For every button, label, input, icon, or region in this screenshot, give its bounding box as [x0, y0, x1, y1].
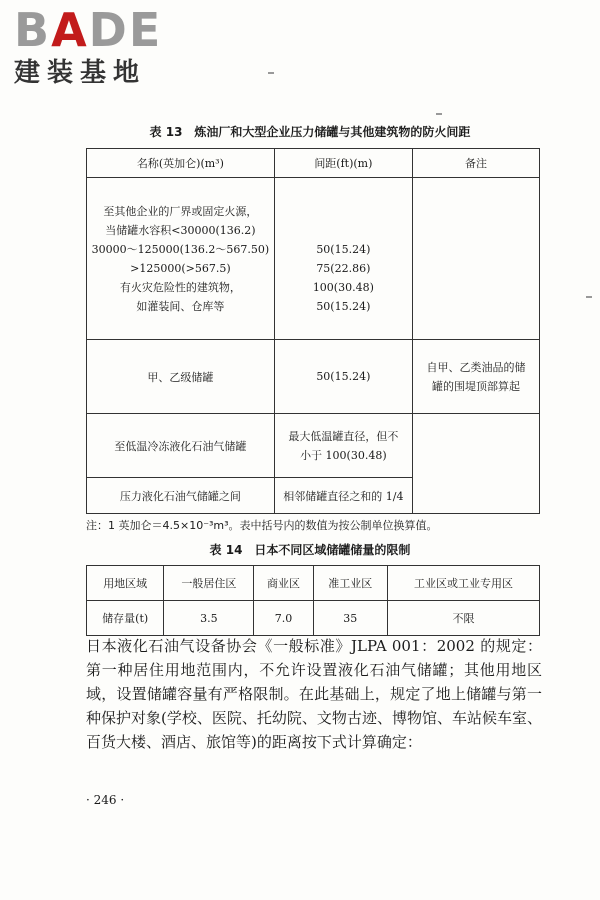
- header-cell: 间距(ft)(m): [274, 149, 412, 178]
- header-cell: 一般居住区: [164, 566, 254, 601]
- header-cell: 名称(英加仑)(m³): [87, 149, 275, 178]
- header-cell: 备注: [412, 149, 539, 178]
- header-cell: 用地区域: [87, 566, 164, 601]
- logo: [14, 3, 214, 90]
- header-cell: 工业区或工业专用区: [388, 566, 540, 601]
- logo-subtitle: 建装基地: [14, 58, 147, 88]
- row-label: 储存量(t): [87, 601, 164, 636]
- table-cell: 压力液化石油气储罐之间: [87, 478, 275, 514]
- table-cell: 3.5: [164, 601, 254, 636]
- table13-caption: 表 13 炼油厂和大型企业压力储罐与其他建筑物的防火间距: [149, 125, 471, 139]
- table-cell: [412, 178, 539, 340]
- scan-mark: [586, 296, 592, 298]
- scan-mark: [436, 113, 442, 115]
- header-cell: 商业区: [254, 566, 313, 601]
- table-cell: 至其他企业的厂界或固定火源， 当储罐水容积<30000(136.2) 30000～125000(136.2～567.50) >125000(>567.5) 有火灾危险性的建筑物， 如灌装间、仓库等: [87, 178, 275, 340]
- table-row: [87, 414, 540, 478]
- table-cell: 相邻储罐直径之和的 1/4: [274, 478, 412, 514]
- fire-spacing-table: [86, 148, 540, 514]
- table-row: [87, 178, 540, 340]
- table-row: [87, 601, 540, 636]
- table13-note: 注：1 英加仑＝4.5×10⁻³m³。表中括号内的数值为按公制单位换算值。: [86, 519, 438, 532]
- table-cell: 不限: [388, 601, 540, 636]
- table-row: [87, 340, 540, 414]
- storage-limit-table: [86, 565, 540, 636]
- table-header-row: [87, 149, 540, 178]
- table-cell: 50(15.24): [274, 340, 412, 414]
- body-paragraph: 日本液化石油气设备协会《一般标准》JLPA 001：2002 的规定：第一种居住用地范围内，不允许设置液化石油气储罐；其他用地区域，设置储罐容量有严格限制。在此基础上，规定了地上储罐与第一种保护对象(学校、医院、托幼院、文物古迹、博物馆、车站候车室、百货大楼、酒店、旅馆等)的距离按下式计算确定：: [86, 637, 542, 751]
- table-cell: [412, 414, 539, 514]
- header-cell: 准工业区: [313, 566, 388, 601]
- table-cell: 50(15.24) 75(22.86) 100(30.48) 50(15.24): [274, 178, 412, 340]
- table14-caption: 表 14 日本不同区域储罐储量的限制: [209, 543, 411, 557]
- scan-mark: [268, 72, 274, 74]
- table-cell: 甲、乙级储罐: [87, 340, 275, 414]
- table-cell: 7.0: [254, 601, 313, 636]
- page-number: · 246 ·: [86, 793, 125, 807]
- table-cell: 至低温冷冻液化石油气储罐: [87, 414, 275, 478]
- table-cell: 35: [313, 601, 388, 636]
- table-cell: 自甲、乙类油品的储 罐的围堤顶部算起: [412, 340, 539, 414]
- table-cell: 最大低温罐直径，但不 小于 100(30.48): [274, 414, 412, 478]
- table-header-row: [87, 566, 540, 601]
- logo-wordmark: BADE: [14, 3, 163, 57]
